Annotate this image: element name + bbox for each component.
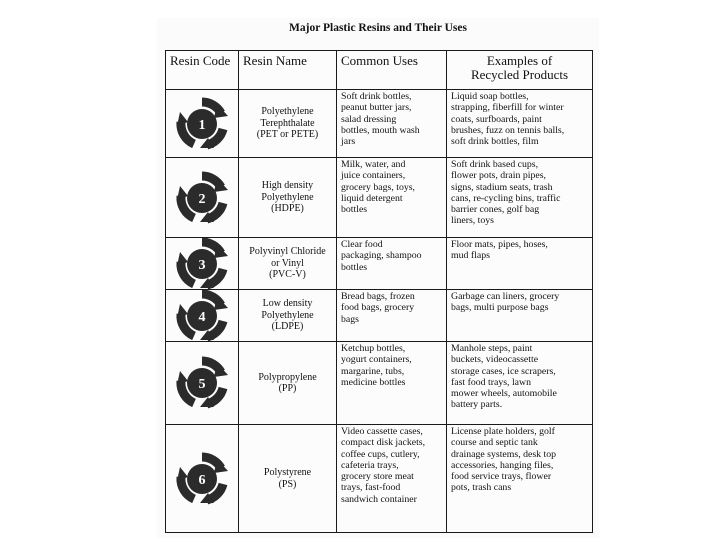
header-common-uses: Common Uses — [337, 51, 447, 89]
recycled-products-cell — [447, 158, 591, 237]
recycled-product-line: mud flaps — [451, 250, 490, 262]
resin-code-cell — [166, 342, 239, 424]
table-row — [166, 342, 592, 425]
common-use-line: Milk, water, and — [341, 159, 406, 170]
common-use-line: liquid detergent — [341, 192, 403, 204]
recycle-arrows-icon — [174, 290, 230, 341]
resin-name-cell — [239, 158, 337, 237]
recycled-product-line: mower wheels, automobile — [451, 388, 557, 400]
resin-table — [165, 50, 593, 533]
recycled-products-cell — [447, 238, 591, 289]
resin-name-line: (LDPE) — [271, 321, 304, 333]
resin-name-cell — [239, 238, 337, 289]
recycled-product-line: flower pots, drain pipes, — [451, 170, 546, 182]
recycled-products-cell — [447, 90, 591, 157]
resin-code-cell — [166, 290, 239, 341]
recycled-product-line: accessories, hanging files, — [451, 459, 554, 471]
common-uses-cell — [337, 158, 447, 237]
recycled-product-line: cans, re-cycling bins, traffic — [451, 192, 561, 204]
resin-name-line: (PS) — [278, 478, 297, 490]
resin-code-cell — [166, 425, 239, 532]
resin-name-cell — [239, 290, 337, 341]
recycled-product-line: Soft drink based cups, — [451, 159, 539, 170]
recycled-products-cell — [447, 290, 591, 341]
recycled-product-line: food service trays, flower — [451, 471, 552, 483]
header-resin-code: Resin Code — [166, 51, 239, 89]
table-row — [166, 425, 592, 532]
resin-name-line: Polyethylene — [261, 309, 314, 321]
recycled-product-line: soft drink bottles, film — [451, 136, 539, 148]
common-use-line: yogurt containers, — [341, 354, 412, 366]
resin-code-number: 1 — [198, 117, 206, 133]
common-use-line: bottles, mouth wash — [341, 124, 420, 136]
common-use-line: bottles — [341, 261, 368, 273]
recycled-product-line: drainage systems, desk top — [451, 448, 557, 460]
common-use-line: salad dressing — [341, 113, 397, 125]
common-use-line: juice containers, — [341, 170, 406, 182]
recycle-arrows-icon — [174, 96, 230, 152]
resin-code-cell — [166, 90, 239, 157]
common-use-line: margarine, tubs, — [341, 365, 405, 377]
resin-code-cell — [166, 238, 239, 289]
common-use-line: Soft drink bottles, — [341, 91, 412, 102]
recycled-products-cell — [447, 342, 591, 424]
common-use-line: peanut butter jars, — [341, 102, 412, 114]
resin-name-cell — [239, 90, 337, 157]
table-row — [166, 290, 592, 342]
common-use-line: bags — [341, 313, 359, 325]
header-examples-line-1: Examples of — [486, 53, 553, 68]
resin-code-number: 2 — [198, 191, 206, 207]
resin-code-number: 3 — [198, 257, 206, 273]
common-use-line: medicine bottles — [341, 376, 406, 388]
recycled-product-line: pots, trash cans — [451, 482, 512, 494]
resin-name-line: Polyethylene — [261, 106, 314, 118]
recycled-product-line: Manhole steps, paint — [451, 343, 533, 354]
resin-code-number: 6 — [198, 472, 206, 488]
resin-code-number: 4 — [198, 309, 206, 325]
table-row — [166, 238, 592, 290]
recycle-arrows-icon — [174, 238, 230, 289]
resin-name-line: (PVC-V) — [269, 269, 306, 281]
common-uses-cell — [337, 90, 447, 157]
resin-name-line: Terephthalate — [260, 117, 315, 129]
resin-name-line: or Vinyl — [271, 257, 304, 269]
common-use-line: Ketchup bottles, — [341, 343, 406, 354]
header-examples — [447, 51, 591, 89]
page-title: Major Plastic Resins and Their Uses — [289, 22, 467, 34]
table-row — [166, 158, 592, 238]
recycled-product-line: Liquid soap bottles, — [451, 91, 529, 102]
common-use-line: coffee cups, cutlery, — [341, 448, 420, 460]
common-use-line: Clear food — [341, 239, 383, 250]
recycled-product-line: Floor mats, pipes, hoses, — [451, 239, 548, 250]
resin-name-line: Polyvinyl Chloride — [249, 246, 326, 258]
common-uses-cell — [337, 290, 447, 341]
common-use-line: trays, fast-food — [341, 482, 401, 494]
recycled-product-line: Garbage can liners, grocery — [451, 291, 560, 302]
header-resin-name: Resin Name — [239, 51, 337, 89]
recycled-product-line: fast food trays, lawn — [451, 376, 531, 388]
common-use-line: compact disk jackets, — [341, 437, 426, 449]
resin-name-line: (PET or PETE) — [256, 129, 319, 141]
common-use-line: packaging, shampoo — [341, 250, 422, 262]
common-use-line: jars — [341, 136, 356, 148]
recycled-product-line: buckets, videocassette — [451, 354, 539, 366]
resin-name-line: Polypropylene — [258, 371, 317, 383]
table-header-row — [166, 51, 592, 90]
recycled-products-cell — [447, 425, 591, 532]
recycled-product-line: battery parts. — [451, 399, 503, 411]
recycled-product-line: strapping, fiberfill for winter — [451, 102, 564, 114]
recycled-product-line: signs, stadium seats, trash — [451, 181, 553, 193]
resin-name-line: (HDPE) — [271, 203, 304, 215]
common-use-line: sandwich container — [341, 493, 417, 505]
recycled-product-line: liners, toys — [451, 215, 494, 227]
resin-name-line: Low density — [262, 298, 313, 310]
common-uses-cell — [337, 425, 447, 532]
recycled-product-line: coats, surfboards, paint — [451, 113, 542, 125]
common-use-line: Video cassette cases, — [341, 426, 423, 437]
recycled-product-line: License plate holders, golf — [451, 426, 555, 437]
common-uses-cell — [337, 238, 447, 289]
common-use-line: grocery bags, toys, — [341, 181, 416, 193]
common-use-line: food bags, grocery — [341, 302, 415, 314]
resin-name-line: Polyethylene — [261, 191, 314, 203]
resin-name-line: Polystyrene — [263, 467, 312, 478]
resin-name-cell — [239, 342, 337, 424]
resin-name-line: High density — [261, 180, 314, 192]
resin-name-cell — [239, 425, 337, 532]
common-use-line: cafeteria trays, — [341, 459, 399, 471]
header-examples-line-2: Recycled Products — [470, 67, 569, 82]
recycle-arrows-icon — [174, 170, 230, 226]
recycled-product-line: bags, multi purpose bags — [451, 302, 549, 314]
recycled-product-line: brushes, fuzz on tennis balls, — [451, 124, 565, 136]
common-use-line: bottles — [341, 204, 368, 216]
resin-code-cell — [166, 158, 239, 237]
common-use-line: grocery store meat — [341, 471, 414, 483]
recycled-product-line: barrier cones, golf bag — [451, 204, 540, 216]
recycled-product-line: storage cases, ice scrapers, — [451, 365, 556, 377]
resin-code-number: 5 — [198, 377, 206, 392]
recycle-arrows-icon — [174, 451, 230, 507]
recycled-product-line: course and septic tank — [451, 437, 538, 449]
recycle-arrows-icon — [174, 355, 230, 411]
table-row — [166, 90, 592, 158]
common-use-line: Bread bags, frozen — [341, 291, 415, 302]
common-uses-cell — [337, 342, 447, 424]
resin-name-line: (PP) — [278, 383, 297, 394]
